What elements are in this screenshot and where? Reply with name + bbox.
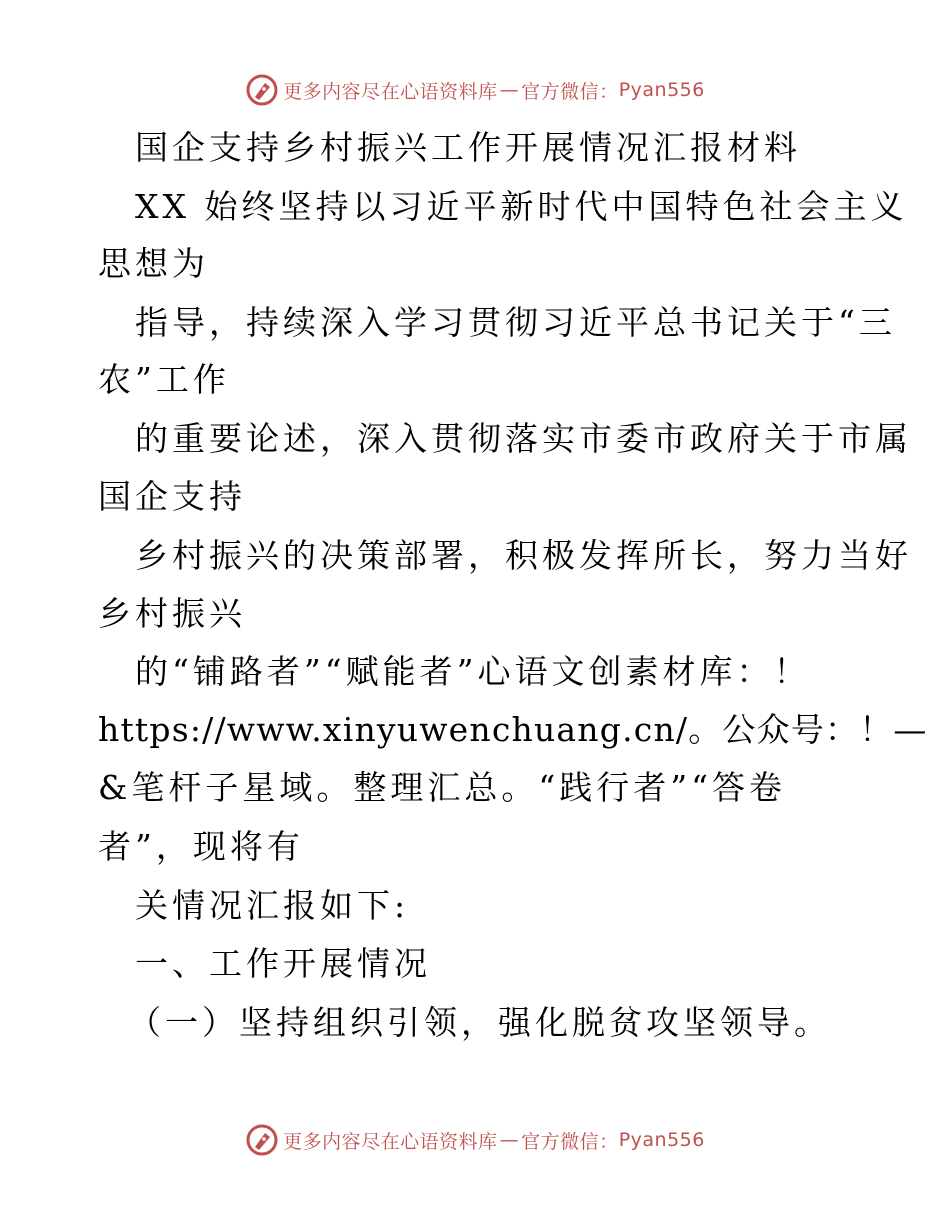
- paragraph-line: &笔杆子星域。整理汇总。“践行者”“答卷: [98, 768, 786, 807]
- paragraph-line: 的重要论述，深入贯彻落实市委市政府关于市属: [135, 419, 912, 458]
- watermark-wechat-id: Pyan556: [618, 1129, 705, 1151]
- pen-nib-icon: [245, 1123, 279, 1157]
- watermark-wechat-label: 官方微信：: [521, 1130, 619, 1153]
- paragraph-line: 思想为: [98, 244, 209, 283]
- watermark-wechat-id: Pyan556: [618, 79, 705, 101]
- watermark-separator: —: [499, 79, 520, 101]
- paragraph-line: 的“铺路者”“赋能者”心语文创素材库：！: [135, 652, 811, 691]
- paragraph-line: 指导，持续深入学习贯彻习近平总书记关于“三: [135, 303, 896, 342]
- pen-nib-icon: [245, 73, 279, 107]
- paragraph-line: 乡村振兴: [98, 594, 246, 633]
- footer-watermark: [0, 1120, 950, 1160]
- document-title: 国企支持乡村振兴工作开展情况汇报材料: [135, 128, 801, 167]
- paragraph-line: XX 始终坚持以习近平新时代中国特色社会主义: [135, 187, 908, 226]
- section-heading: 一、工作开展情况: [135, 944, 431, 983]
- paragraph-line: 乡村振兴的决策部署，积极发挥所长，努力当好: [135, 536, 912, 575]
- watermark-text: 更多内容尽在心语资料库: [283, 1130, 498, 1153]
- subsection-heading: （一）坚持组织引领，强化脱贫攻坚领导。: [128, 1003, 831, 1042]
- watermark-separator: —: [499, 1129, 520, 1151]
- paragraph-line: 农”工作: [98, 360, 230, 399]
- paragraph-line-url: https://www.xinyuwenchuang.cn/。公众号：！—: [98, 710, 928, 749]
- header-watermark: [0, 70, 950, 110]
- paragraph-line: 者”，现将有: [98, 827, 304, 866]
- watermark-wechat-label: 官方微信：: [521, 80, 619, 103]
- paragraph-line: 关情况汇报如下:: [135, 886, 410, 925]
- paragraph-line: 国企支持: [98, 477, 246, 516]
- watermark-text: 更多内容尽在心语资料库: [283, 80, 498, 103]
